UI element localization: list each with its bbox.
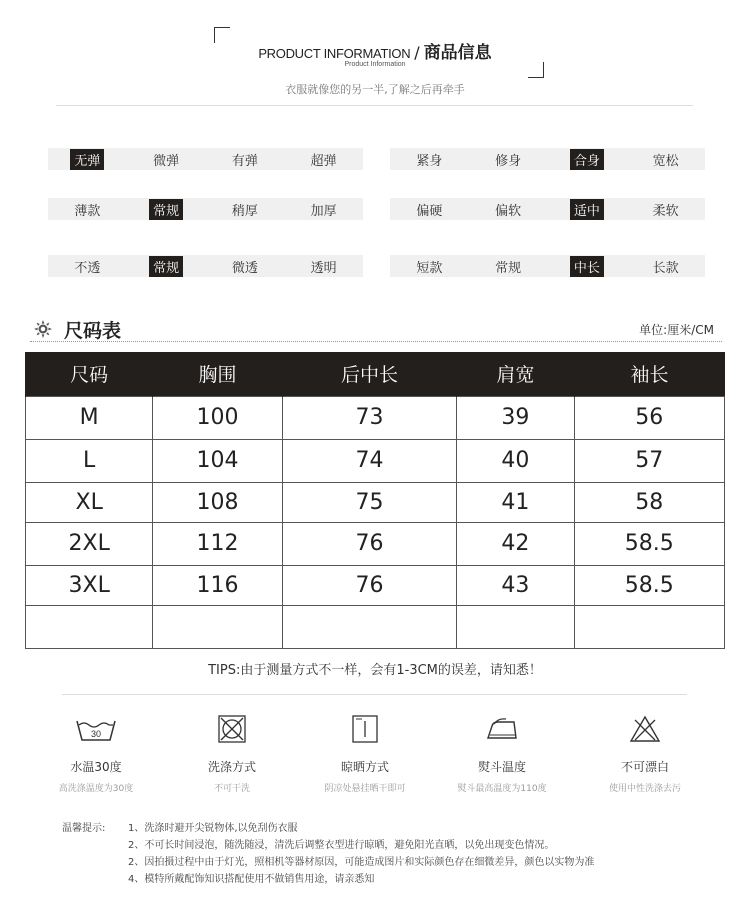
attribute-option-label: 常规 — [149, 256, 183, 277]
table-cell: 76 — [282, 522, 457, 565]
attribute-option-selected — [548, 198, 627, 220]
table-row — [26, 605, 725, 648]
attribute-option — [48, 198, 127, 220]
care-title: 水温30度 — [70, 760, 122, 774]
table-cell — [153, 605, 282, 648]
care-desc: 熨斗最高温度为110度 — [457, 784, 547, 794]
care-item-washing-method — [162, 714, 302, 794]
attribute-option-label: 偏软 — [495, 203, 522, 219]
table-cell: L — [26, 439, 153, 482]
attribute-option-label: 柔软 — [652, 203, 679, 219]
table-cell: XL — [26, 482, 153, 522]
table-cell: M — [26, 396, 153, 439]
attribute-option-label: 稍厚 — [231, 203, 258, 219]
attribute-option-label: 中长 — [570, 256, 604, 277]
table-cell: 73 — [282, 396, 457, 439]
care-item-ironing — [432, 714, 572, 794]
attribute-option-label: 加厚 — [310, 203, 337, 219]
table-cell: 41 — [457, 482, 574, 522]
attribute-option-label: 长款 — [652, 260, 679, 276]
attribute-option — [469, 198, 548, 220]
wash-temp-badge: 30 — [90, 729, 102, 739]
sun-badge-icon — [34, 320, 52, 338]
product-info-title — [0, 38, 750, 63]
table-cell: 100 — [153, 396, 282, 439]
product-info-subtitle: Product Information — [344, 61, 406, 68]
care-desc: 高洗涤温度为30度 — [58, 784, 134, 794]
size-chart-unit: 单位:厘米/CM — [639, 323, 714, 337]
title-english: PRODUCT INFORMATION — [258, 46, 411, 61]
attribute-option-label: 微弹 — [153, 153, 180, 169]
care-desc: 不可干洗 — [213, 784, 250, 794]
warm-tips-list — [128, 819, 728, 887]
attribute-option — [284, 148, 363, 170]
care-item-drying — [295, 714, 435, 794]
warm-tip-item: 1、洗涤时避开尖锐物体,以免刮伤衣服 — [128, 823, 298, 834]
size-table-header-cell: 袖长 — [574, 352, 724, 396]
table-row — [26, 439, 725, 482]
attribute-option-selected — [48, 148, 127, 170]
attribute-option — [390, 148, 469, 170]
size-table-header-cell: 胸围 — [153, 352, 282, 396]
table-row — [26, 482, 725, 522]
table-cell: 76 — [282, 565, 457, 605]
attribute-option — [626, 198, 705, 220]
warm-tip-item: 2、不可长时间浸泡，随洗随浸，清洗后调整衣型进行晾晒，避免阳光直晒，以免出现变色情况。 — [128, 840, 555, 851]
table-cell: 56 — [574, 396, 724, 439]
size-table — [25, 352, 725, 649]
size-table-header-cell: 后中长 — [282, 352, 457, 396]
attribute-row — [390, 148, 705, 170]
table-cell: 58 — [574, 482, 724, 522]
attribute-option — [284, 198, 363, 220]
attribute-option-label: 偏硬 — [416, 203, 443, 219]
iron-icon — [480, 714, 524, 744]
size-table-header-cell: 肩宽 — [457, 352, 574, 396]
attribute-option — [206, 198, 285, 220]
table-cell: 42 — [457, 522, 574, 565]
slogan: 衣服就像您的另一半,了解之后再牵手 — [285, 83, 465, 96]
title-separator: / — [414, 43, 420, 62]
care-title: 熨斗温度 — [477, 760, 526, 774]
measurement-tips: TIPS:由于测量方式不一样，会有1-3CM的误差，请知悉！ — [208, 663, 542, 678]
dotted-divider — [30, 341, 722, 342]
attribute-option — [127, 148, 206, 170]
attribute-row — [390, 198, 705, 220]
table-cell — [26, 605, 153, 648]
table-cell — [282, 605, 457, 648]
attribute-option — [626, 255, 705, 277]
warm-tip-item: 2、因拍摄过程中由于灯光，照相机等器材原因，可能造成图片和实际颜色存在细微差异，颜色以实物为准 — [128, 857, 595, 868]
table-cell — [457, 605, 574, 648]
attribute-option — [206, 255, 285, 277]
size-chart-title: 尺码表 — [64, 320, 122, 342]
attribute-option-label: 常规 — [495, 260, 522, 276]
size-table-header-cell: 尺码 — [26, 352, 153, 396]
attribute-option-label: 常规 — [149, 199, 183, 220]
attribute-row — [48, 148, 363, 170]
attribute-option-label: 不透 — [74, 260, 101, 276]
attribute-option-label: 适中 — [570, 199, 604, 220]
table-row — [26, 565, 725, 605]
attribute-row — [48, 255, 363, 277]
care-title: 洗涤方式 — [207, 760, 256, 774]
attribute-option-label: 有弹 — [231, 153, 258, 169]
attribute-option — [469, 255, 548, 277]
attribute-option — [390, 198, 469, 220]
care-item-bleach — [575, 714, 715, 794]
title-chinese: 商品信息 — [423, 43, 492, 63]
tips-divider — [62, 694, 687, 695]
care-item-wash — [26, 714, 166, 794]
attribute-option — [206, 148, 285, 170]
table-row — [26, 522, 725, 565]
attribute-option-selected — [127, 198, 206, 220]
table-cell: 75 — [282, 482, 457, 522]
attribute-option-selected — [548, 148, 627, 170]
attribute-row — [390, 255, 705, 277]
drip-dry-icon — [343, 714, 387, 744]
warm-tips-label: 温馨提示: — [62, 823, 106, 834]
wash-30-icon — [74, 714, 118, 744]
attribute-option-label: 透明 — [310, 260, 337, 276]
table-cell: 104 — [153, 439, 282, 482]
table-cell: 74 — [282, 439, 457, 482]
attribute-option-label: 微透 — [231, 260, 258, 276]
care-desc: 使用中性洗涤去污 — [608, 784, 681, 794]
attribute-option-selected — [548, 255, 627, 277]
attribute-option — [469, 148, 548, 170]
care-desc: 阴凉处悬挂晒干即可 — [324, 784, 406, 794]
no-tumble-dry-icon — [210, 714, 254, 744]
attribute-option-selected — [127, 255, 206, 277]
table-cell: 43 — [457, 565, 574, 605]
attribute-option — [626, 148, 705, 170]
attribute-option — [284, 255, 363, 277]
table-cell — [574, 605, 724, 648]
care-title: 不可漂白 — [620, 760, 669, 774]
table-cell: 39 — [457, 396, 574, 439]
size-table-header — [26, 352, 725, 396]
table-cell: 57 — [574, 439, 724, 482]
attribute-option — [390, 255, 469, 277]
table-cell: 108 — [153, 482, 282, 522]
attribute-option — [48, 255, 127, 277]
attribute-option-label: 无弹 — [70, 149, 104, 170]
warm-tip-item: 4、模特所戴配饰知识搭配使用不做销售用途，请亲悉知 — [128, 874, 375, 885]
attribute-option-label: 合身 — [570, 149, 604, 170]
table-cell: 112 — [153, 522, 282, 565]
table-cell: 3XL — [26, 565, 153, 605]
table-cell: 40 — [457, 439, 574, 482]
attribute-option-label: 薄款 — [74, 203, 101, 219]
attribute-option-label: 修身 — [495, 153, 522, 169]
attribute-option-label: 短款 — [416, 260, 443, 276]
attribute-option-label: 宽松 — [652, 153, 679, 169]
table-row — [26, 396, 725, 439]
header-divider — [56, 105, 693, 106]
table-cell: 58.5 — [574, 522, 724, 565]
care-title: 晾晒方式 — [340, 760, 389, 774]
table-cell: 58.5 — [574, 565, 724, 605]
table-cell: 116 — [153, 565, 282, 605]
attribute-option-label: 紧身 — [416, 153, 443, 169]
attribute-row — [48, 198, 363, 220]
no-bleach-icon — [623, 714, 667, 744]
attribute-option-label: 超弹 — [310, 153, 337, 169]
table-cell: 2XL — [26, 522, 153, 565]
